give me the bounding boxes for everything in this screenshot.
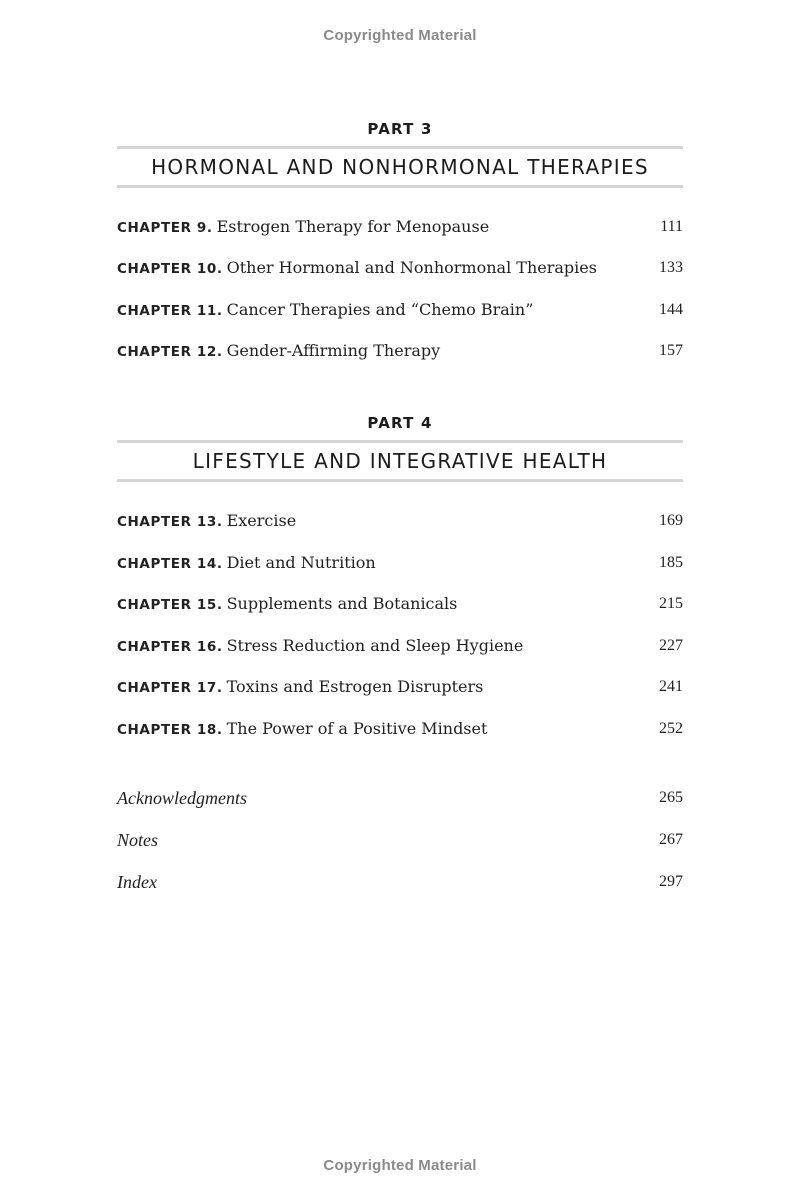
back-matter-title: Acknowledgments: [117, 788, 247, 808]
chapter-title: Exercise: [226, 511, 297, 530]
toc-entry-acknowledgments[interactable]: [117, 785, 683, 811]
chapter-label: CHAPTER 18.: [117, 722, 223, 738]
chapter-label: CHAPTER 12.: [117, 344, 223, 360]
chapter-title: The Power of a Positive Mindset: [226, 719, 488, 738]
toc-entry-index[interactable]: [117, 869, 683, 895]
toc-entry-chapter-18[interactable]: [117, 716, 683, 742]
page-number: 227: [659, 637, 683, 654]
toc-entry-chapter-9[interactable]: [117, 214, 683, 240]
watermark-bottom: Copyrighted Material: [323, 1157, 477, 1174]
toc-entry-chapter-10[interactable]: [117, 255, 683, 281]
chapter-title: Supplements and Botanicals: [226, 594, 458, 613]
page-number: 157: [659, 342, 683, 359]
chapter-label: CHAPTER 17.: [117, 680, 223, 696]
toc-entry-chapter-17[interactable]: [117, 674, 683, 700]
back-matter-title: Notes: [117, 830, 159, 850]
part-title: HORMONAL AND NONHORMONAL THERAPIES: [117, 146, 683, 188]
page-number: 265: [659, 789, 683, 806]
part-4-header: [117, 412, 683, 482]
chapter-title: Cancer Therapies and “Chemo Brain”: [226, 300, 534, 319]
chapter-label: CHAPTER 14.: [117, 556, 223, 572]
page-number: 241: [659, 678, 683, 695]
page-number: 185: [659, 554, 683, 571]
chapter-title: Diet and Nutrition: [226, 553, 376, 572]
page-number: 297: [659, 873, 683, 890]
chapter-label: CHAPTER 11.: [117, 303, 223, 319]
toc-entry-chapter-13[interactable]: [117, 508, 683, 534]
toc-entry-chapter-15[interactable]: [117, 591, 683, 617]
toc-entry-chapter-16[interactable]: [117, 633, 683, 659]
chapter-title: Toxins and Estrogen Disrupters: [226, 677, 484, 696]
chapter-title: Gender-Affirming Therapy: [226, 341, 441, 360]
chapter-title: Stress Reduction and Sleep Hygiene: [226, 636, 524, 655]
page-number: 267: [659, 831, 683, 848]
toc-entry-chapter-12[interactable]: [117, 338, 683, 364]
part-label: PART 4: [367, 414, 433, 432]
chapter-label: CHAPTER 15.: [117, 597, 223, 613]
part-label: PART 3: [367, 120, 433, 138]
chapter-title: Other Hormonal and Nonhormonal Therapies: [226, 258, 597, 277]
page-number: 133: [659, 259, 683, 276]
chapter-label: CHAPTER 13.: [117, 514, 223, 530]
toc-entry-chapter-11[interactable]: [117, 297, 683, 323]
part-title: LIFESTYLE AND INTEGRATIVE HEALTH: [117, 440, 683, 482]
chapter-label: CHAPTER 9.: [117, 220, 213, 236]
toc-entry-notes[interactable]: [117, 827, 683, 853]
chapter-label: CHAPTER 16.: [117, 639, 223, 655]
page-number: 111: [660, 218, 683, 235]
watermark-top: Copyrighted Material: [323, 27, 477, 44]
page-number: 215: [659, 595, 683, 612]
chapter-title: Estrogen Therapy for Menopause: [216, 217, 490, 236]
toc-entry-chapter-14[interactable]: [117, 550, 683, 576]
part-3-header: [117, 118, 683, 188]
page-number: 169: [659, 512, 683, 529]
chapter-label: CHAPTER 10.: [117, 261, 223, 277]
page-number: 252: [659, 720, 683, 737]
page-number: 144: [659, 301, 683, 318]
back-matter-title: Index: [117, 872, 157, 892]
